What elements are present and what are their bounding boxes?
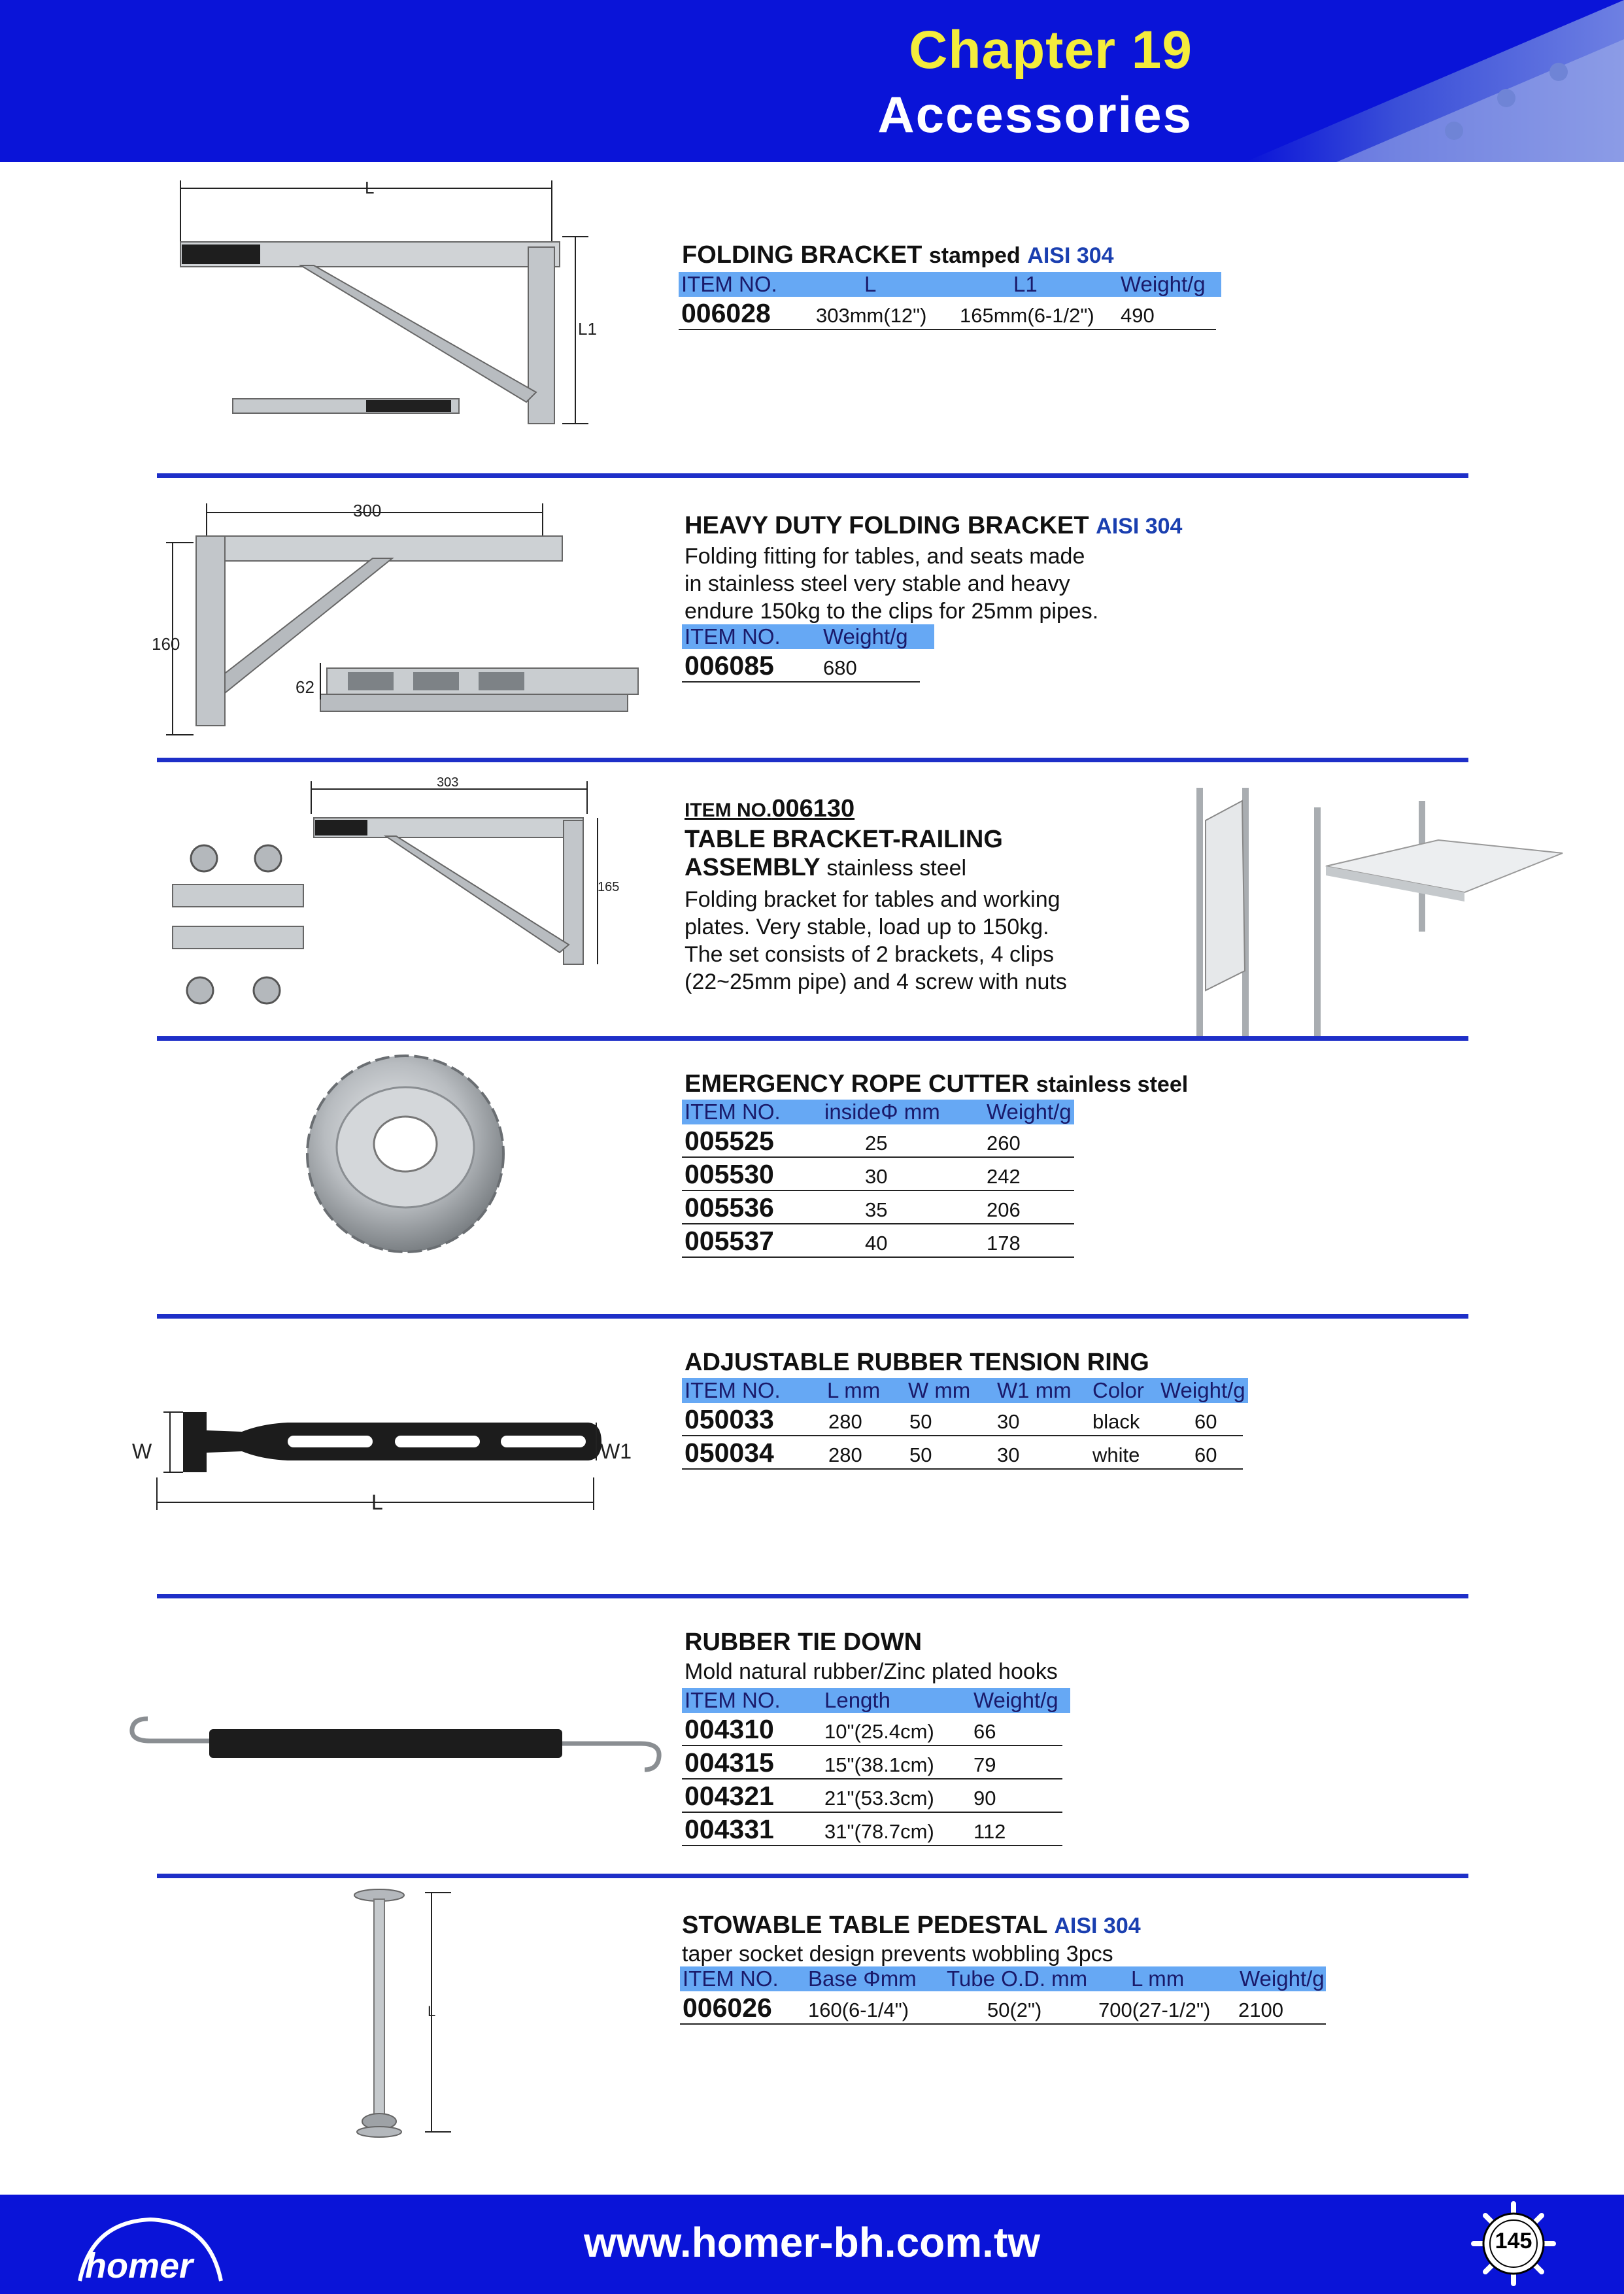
- product-name: STOWABLE TABLE PEDESTAL: [682, 1912, 1047, 1939]
- table-row: 004331 31"(78.7cm) 112: [682, 1813, 1062, 1846]
- brand-name: homer: [85, 2246, 194, 2286]
- table-row: 004315 15"(38.1cm) 79: [682, 1746, 1062, 1780]
- col-weight: Weight/g: [1240, 1966, 1325, 1991]
- table-row: 050033 280 50 30 black 60: [682, 1403, 1243, 1436]
- dim-w1: W1: [600, 1440, 632, 1463]
- spec-header: [682, 624, 934, 649]
- col-weight: Weight/g: [823, 624, 908, 649]
- dim-165: 165: [598, 880, 620, 894]
- product-name: EMERGENCY ROPE CUTTER: [685, 1070, 1030, 1098]
- tie-down-title: RUBBER TIE DOWN: [685, 1628, 922, 1656]
- table-bracket-photo: [1177, 781, 1569, 1036]
- table-row: 006028 303mm(12") 165mm(6-1/2") 490: [679, 297, 1216, 330]
- dim-l: L: [428, 2003, 436, 2019]
- dim-l: L: [365, 178, 375, 197]
- tie-down-description: Mold natural rubber/Zinc plated hooks: [685, 1659, 1058, 1684]
- website-link[interactable]: www.homer-bh.com.tw: [583, 2219, 1041, 2266]
- col-l: L mm: [827, 1378, 881, 1402]
- pedestal-spec-table: [680, 1966, 1326, 2025]
- heavy-duty-description: Folding fitting for tables, and seats made in stainless steel very stable and heavy endure 150kg to the clips for 25mm pipes.: [685, 544, 1099, 624]
- section-divider: [157, 1314, 1468, 1319]
- dim-160: 160: [152, 634, 180, 654]
- dim-l: L: [371, 1491, 383, 1514]
- product-material: stainless steel: [1036, 1072, 1189, 1097]
- col-w1: W1 mm: [997, 1378, 1072, 1402]
- spec-header: [682, 1378, 1248, 1403]
- col-item: ITEM NO.: [685, 1100, 781, 1124]
- col-length: Length: [824, 1688, 890, 1712]
- col-l1: L1: [1013, 272, 1038, 296]
- table-bracket-item: [685, 795, 854, 823]
- tension-ring-title: ADJUSTABLE RUBBER TENSION RING: [685, 1349, 1149, 1376]
- spec-header: [682, 1100, 1074, 1124]
- col-item: ITEM NO.: [685, 624, 781, 649]
- page-number: 145: [1495, 2229, 1532, 2253]
- tie-down-image: [124, 1710, 680, 1781]
- rope-cutter-image: [288, 1039, 523, 1262]
- pedestal-title: [682, 1912, 1141, 1940]
- section-divider: [157, 1874, 1468, 1878]
- item-number: 006130: [771, 795, 855, 822]
- dim-300: 300: [353, 501, 382, 520]
- product-name: HEAVY DUTY FOLDING BRACKET: [685, 512, 1089, 539]
- table-bracket-description: Folding bracket for tables and working plates. Very stable, load up to 150kg. The set consists of 2 brackets, 4 clips (22~25mm pipe) and 4 screw with nuts: [685, 887, 1067, 994]
- product-material: stamped: [928, 243, 1021, 268]
- col-inside: insideΦ mm: [824, 1100, 940, 1124]
- tension-ring-image: [131, 1399, 654, 1530]
- section-divider: [157, 473, 1468, 478]
- folding-bracket-spec-table: [679, 272, 1221, 330]
- page-header: [0, 0, 1624, 162]
- hinge-decoration: [1166, 0, 1624, 162]
- pedestal-image: [340, 1886, 497, 2148]
- rope-cutter-spec-table: [682, 1100, 1074, 1258]
- col-item: ITEM NO.: [681, 272, 777, 296]
- table-row: 006085 680: [682, 649, 920, 683]
- folding-bracket-title: [682, 241, 1114, 269]
- col-weight: Weight/g: [1121, 272, 1206, 296]
- heavy-duty-title: [685, 512, 1182, 540]
- heavy-duty-bracket-image: [157, 497, 654, 745]
- col-weight: Weight/g: [987, 1100, 1072, 1124]
- col-weight: Weight/g: [973, 1688, 1058, 1712]
- dim-303: 303: [437, 775, 459, 790]
- table-row: 005525 25 260: [682, 1124, 1074, 1158]
- item-label: ITEM NO.: [685, 800, 772, 821]
- product-grade: AISI 304: [1054, 1914, 1141, 1938]
- dim-w: W: [132, 1440, 152, 1463]
- table-row: 004310 10"(25.4cm) 66: [682, 1713, 1062, 1746]
- spec-header: [679, 272, 1221, 297]
- section-divider: [157, 758, 1468, 762]
- col-color: Color: [1092, 1378, 1144, 1402]
- rope-cutter-title: [685, 1070, 1188, 1098]
- col-w: W mm: [908, 1378, 971, 1402]
- pedestal-description: taper socket design prevents wobbling 3pcs: [682, 1942, 1113, 1966]
- table-bracket-title-line1: TABLE BRACKET-RAILING: [685, 826, 1003, 853]
- product-grade: AISI 304: [1096, 514, 1183, 539]
- col-weight: Weight/g: [1160, 1378, 1245, 1402]
- tie-down-spec-table: [682, 1688, 1070, 1846]
- col-base: Base Φmm: [808, 1966, 917, 1991]
- product-grade: AISI 304: [1027, 243, 1114, 268]
- page-footer: [0, 2195, 1624, 2294]
- spec-header: [682, 1688, 1070, 1713]
- table-row: 005530 30 242: [682, 1158, 1074, 1191]
- col-l: L mm: [1131, 1966, 1185, 1991]
- col-item: ITEM NO.: [685, 1378, 781, 1402]
- spec-header: [680, 1966, 1326, 1991]
- chapter-subtitle: Accessories: [877, 86, 1193, 143]
- col-tube: Tube O.D. mm: [947, 1966, 1088, 1991]
- col-item: ITEM NO.: [685, 1688, 781, 1712]
- chapter-title: Chapter 19: [909, 20, 1193, 80]
- dim-l1: L1: [578, 319, 597, 339]
- heavy-duty-spec-table: [682, 624, 934, 683]
- table-row: 005537 40 178: [682, 1224, 1074, 1258]
- table-row: 005536 35 206: [682, 1191, 1074, 1224]
- section-divider: [157, 1594, 1468, 1598]
- product-name: FOLDING BRACKET: [682, 241, 922, 269]
- folding-bracket-image: [170, 177, 615, 438]
- product-material: stainless steel: [826, 856, 967, 881]
- table-bracket-image: [163, 775, 634, 1036]
- table-row: 006026 160(6-1/4") 50(2") 700(27-1/2") 2100: [680, 1991, 1326, 2025]
- col-l: L: [864, 272, 877, 296]
- dim-62: 62: [296, 677, 314, 697]
- table-row: 050034 280 50 30 white 60: [682, 1436, 1243, 1470]
- tension-ring-spec-table: [682, 1378, 1248, 1470]
- table-bracket-title-line2: ASSEMBLY stainless steel: [685, 854, 967, 881]
- col-item: ITEM NO.: [683, 1966, 779, 1991]
- table-row: 004321 21"(53.3cm) 90: [682, 1780, 1062, 1813]
